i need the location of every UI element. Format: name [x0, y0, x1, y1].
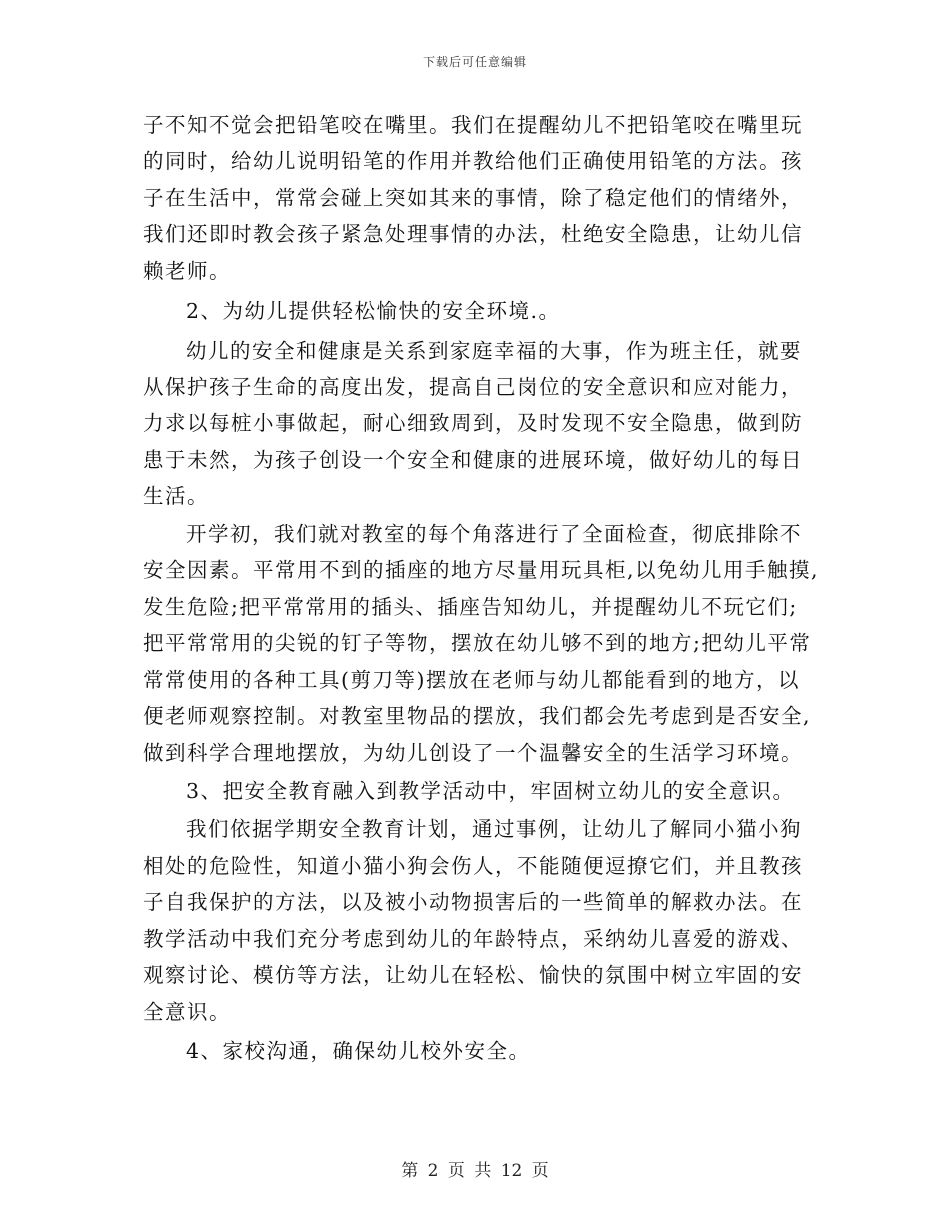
text-line: 赖老师。 [143, 259, 231, 283]
section-heading: 3、把安全教育融入到教学活动中，牢固树立幼儿的安全意识。 [186, 779, 795, 803]
text-line: 子在生活中，常常会碰上突如其来的事情，除了稳定他们的情绪外， [143, 186, 803, 210]
text-line: 便老师观察控制。对教室里物品的摆放，我们都会先考虑到是否安全, [143, 704, 812, 728]
text-line: 幼儿的安全和健康是关系到家庭幸福的大事，作为班主任，就要 [186, 339, 802, 363]
text-line: 常常使用的各种工具(剪刀等)摆放在老师与幼儿都能看到的地方，以 [143, 668, 800, 692]
text-line: 相处的危险性，知道小猫小狗会伤人，不能随便逗撩它们，并且教孩 [143, 854, 803, 878]
text-line: 生活。 [143, 484, 209, 508]
text-line: 观察讨论、模仿等方法，让幼儿在轻松、愉快的氛围中树立牢固的安 [143, 963, 803, 987]
text-line: 从保护孩子生命的高度出发，提高自己岗位的安全意识和应对能力， [143, 375, 803, 399]
text-line: 教学活动中我们充分考虑到幼儿的年龄特点，采纳幼儿喜爱的游戏、 [143, 927, 803, 951]
page-footer: 第 2 页 共 12 页 [401, 1161, 549, 1181]
text-line: 全意识。 [143, 1000, 231, 1024]
text-line: 子自我保护的方法，以及被小动物损害后的一些简单的解救办法。在 [143, 890, 803, 914]
text-line: 安全因素。平常用不到的插座的地方尽量用玩具柜,以免幼儿用手触摸, [143, 558, 820, 582]
page-header: 下载后可任意编辑 [422, 55, 527, 69]
text-line: 力求以每桩小事做起，耐心细致周到，及时发现不安全隐患，做到防 [143, 411, 803, 435]
text-line: 做到科学合理地摆放，为幼儿创设了一个温馨安全的生活学习环境。 [143, 741, 803, 765]
text-line: 我们依据学期安全教育计划，通过事例，让幼儿了解同小猫小狗 [186, 817, 802, 841]
text-line: 患于未然，为孩子创设一个安全和健康的进展环境，做好幼儿的每日 [143, 448, 803, 472]
text-line: 的同时，给幼儿说明铅笔的作用并教给他们正确使用铅笔的方法。孩 [143, 149, 803, 173]
text-line: 开学初，我们就对教室的每个角落进行了全面检查，彻底排除不 [186, 522, 802, 546]
section-heading: 2、为幼儿提供轻松愉快的安全环境.。 [186, 299, 561, 323]
text-line: 子不知不觉会把铅笔咬在嘴里。我们在提醒幼儿不把铅笔咬在嘴里玩 [143, 113, 803, 137]
text-line: 我们还即时教会孩子紧急处理事情的办法，杜绝安全隐患，让幼儿信 [143, 222, 803, 246]
section-heading: 4、家校沟通，确保幼儿校外安全。 [186, 1039, 531, 1063]
text-line: 发生危险;把平常常用的插头、插座告知幼儿，并提醒幼儿不玩它们; [143, 595, 798, 619]
text-line: 把平常常用的尖锐的钉子等物，摆放在幼儿够不到的地方;把幼儿平常 [143, 631, 812, 655]
